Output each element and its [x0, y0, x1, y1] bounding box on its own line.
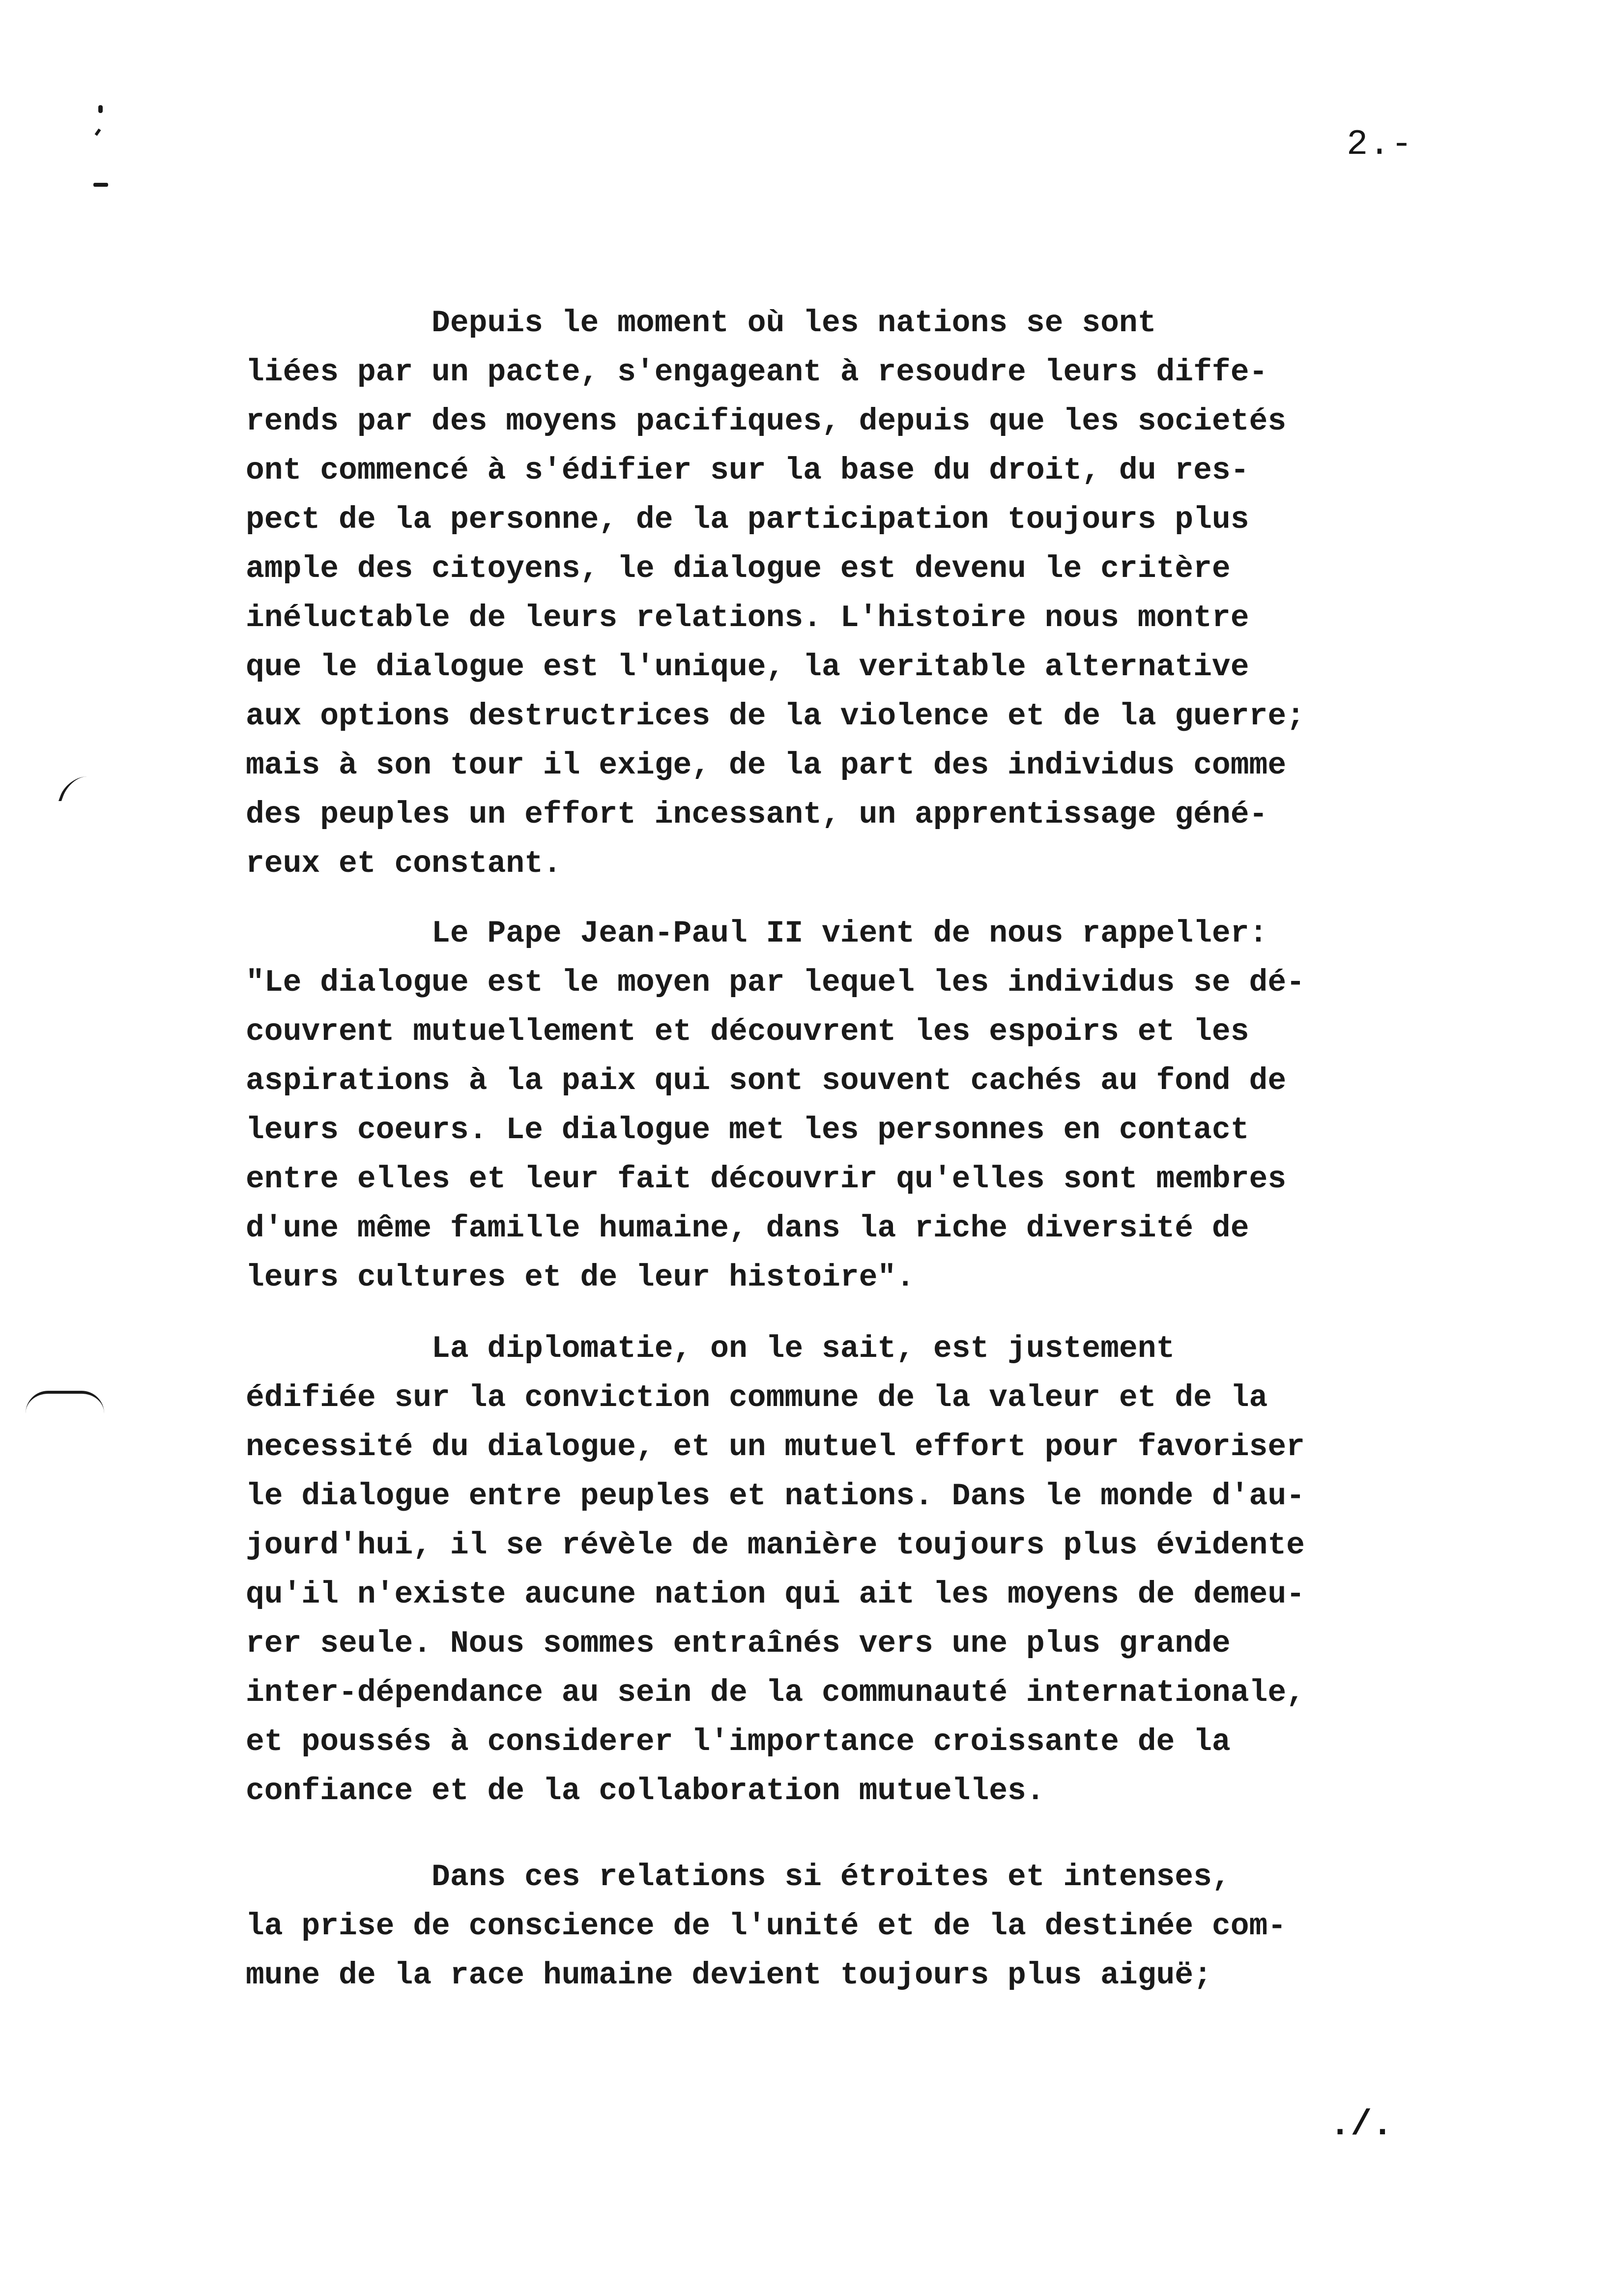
text-line: et poussés à considerer l'importance croissante de la [246, 1724, 1231, 1759]
paragraph-dialogue-between-nations [246, 299, 1602, 889]
paragraph-diplomacy [246, 1324, 1602, 1816]
text-line: aux options destructrices de la violence et de la guerre; [246, 699, 1305, 734]
text-line: la prise de conscience de l'unité et de la destinée com- [246, 1909, 1287, 1944]
text-line: mune de la race humaine devient toujours plus aiguë; [246, 1958, 1212, 1993]
text-line: entre elles et leur fait découvrir qu'elles sont membres [246, 1162, 1287, 1197]
text-line: ont commencé à s'édifier sur la base du droit, du res- [246, 453, 1249, 488]
margin-pen-stroke [58, 776, 110, 801]
text-line: inter-dépendance au sein de la communauté internationale, [246, 1675, 1305, 1710]
text-line: des peuples un effort incessant, un apprentissage géné- [246, 797, 1268, 832]
margin-punch-mark [95, 129, 101, 136]
paragraph-unity-of-mankind [246, 1853, 1602, 2000]
text-line: "Le dialogue est le moyen par lequel les individus se dé- [246, 965, 1305, 1000]
text-line: aspirations à la paix qui sont souvent cachés au fond de [246, 1063, 1287, 1098]
text-line: leurs coeurs. Le dialogue met les personnes en contact [246, 1113, 1249, 1148]
text-line: le dialogue entre peuples et nations. Dans le monde d'au- [246, 1479, 1305, 1514]
text-line: couvrent mutuellement et découvrent les espoirs et les [246, 1014, 1249, 1049]
text-line: confiance et de la collaboration mutuelles. [246, 1774, 1045, 1808]
text-line: necessité du dialogue, et un mutuel effort pour favoriser [246, 1430, 1305, 1464]
text-line: ample des citoyens, le dialogue est devenu le critère [246, 551, 1231, 586]
text-line: qu'il n'existe aucune nation qui ait les moyens de demeu- [246, 1577, 1305, 1612]
margin-punch-mark [98, 105, 103, 113]
text-line: rer seule. Nous sommes entraînés vers une plus grande [246, 1626, 1231, 1661]
continuation-mark: ./. [1329, 2105, 1393, 2145]
paragraph-pope-quote [246, 909, 1602, 1302]
text-line: mais à son tour il exige, de la part des individus comme [246, 748, 1287, 783]
text-line: jourd'hui, il se révèle de manière toujours plus évidente [246, 1528, 1305, 1563]
text-line: leurs cultures et de leur histoire". [246, 1260, 915, 1295]
text-line: que le dialogue est l'unique, la veritable alternative [246, 650, 1249, 685]
text-line: La diplomatie, on le sait, est justement [246, 1331, 1175, 1366]
text-line: liées par un pacte, s'engageant à resoudre leurs diffe- [246, 355, 1268, 390]
margin-pen-stroke [26, 1391, 104, 1413]
page-number: 2.- [1347, 124, 1413, 165]
text-line: d'une même famille humaine, dans la riche diversité de [246, 1211, 1249, 1246]
text-line: Le Pape Jean-Paul II vient de nous rappeller: [246, 916, 1268, 951]
text-line: pect de la personne, de la participation toujours plus [246, 502, 1249, 537]
text-line: inéluctable de leurs relations. L'histoire nous montre [246, 601, 1249, 635]
text-line: Dans ces relations si étroites et intenses, [246, 1860, 1231, 1894]
text-line: rends par des moyens pacifiques, depuis que les societés [246, 404, 1287, 439]
margin-punch-mark [93, 183, 108, 187]
text-line: édifiée sur la conviction commune de la valeur et de la [246, 1380, 1268, 1415]
text-line: Depuis le moment où les nations se sont [246, 306, 1156, 341]
text-line: reux et constant. [246, 846, 562, 881]
